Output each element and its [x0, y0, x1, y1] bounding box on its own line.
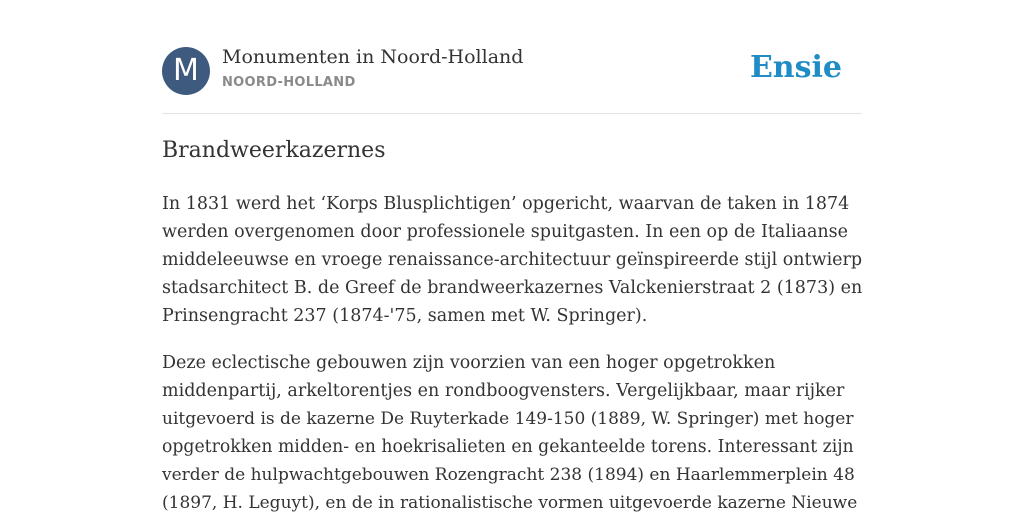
paragraph-line: In 1831 werd het ‘Korps Blusplichtigen’ opgericht, waarvan de taken in 1874 [162, 194, 850, 214]
paragraph-line: stadsarchitect B. de Greef de brandweerkazernes Valckenierstraat 2 (1873) en [162, 278, 863, 298]
paragraph-line: werden overgenomen door professionele spuitgasten. In een op de Italiaanse [162, 222, 849, 242]
paragraph-line: middeleeuwse en vroege renaissance-architectuur geïnspireerde stijl ontwierp [162, 250, 863, 270]
article-paragraph-2 [162, 349, 862, 512]
site-header [162, 46, 862, 96]
article-paragraph-1 [162, 190, 862, 330]
site-title[interactable]: Monumenten in Noord-Holland [222, 46, 524, 68]
paragraph-line: opgetrokken midden- en hoekrisalieten en gekanteelde torens. Interessant zijn [162, 437, 854, 457]
paragraph-line: verder de hulpwachtgebouwen Rozengracht 238 (1894) en Haarlemmerplein 48 [162, 465, 855, 485]
paragraph-line: middenpartij, arkeltorentjes en rondboogvensters. Vergelijkbaar, maar rijker [162, 381, 845, 401]
paragraph-line: (1897, H. Leguyt), en de in rationalistische vormen uitgevoerde kazerne Nieuwe [162, 493, 858, 512]
paragraph-line: Prinsengracht 237 (1874-'75, samen met W. Springer). [162, 306, 648, 326]
ensie-logo[interactable]: Ensie [749, 50, 842, 85]
paragraph-line: uitgevoerd is de kazerne De Ruyterkade 149-150 (1889, W. Springer) met hoger [162, 409, 854, 429]
article-title: Brandweerkazernes [162, 138, 386, 163]
avatar[interactable]: M [162, 47, 210, 95]
header-divider [162, 113, 862, 114]
paragraph-line: Deze eclectische gebouwen zijn voorzien van een hoger opgetrokken [162, 353, 776, 373]
site-subtitle[interactable]: NOORD-HOLLAND [222, 75, 356, 90]
